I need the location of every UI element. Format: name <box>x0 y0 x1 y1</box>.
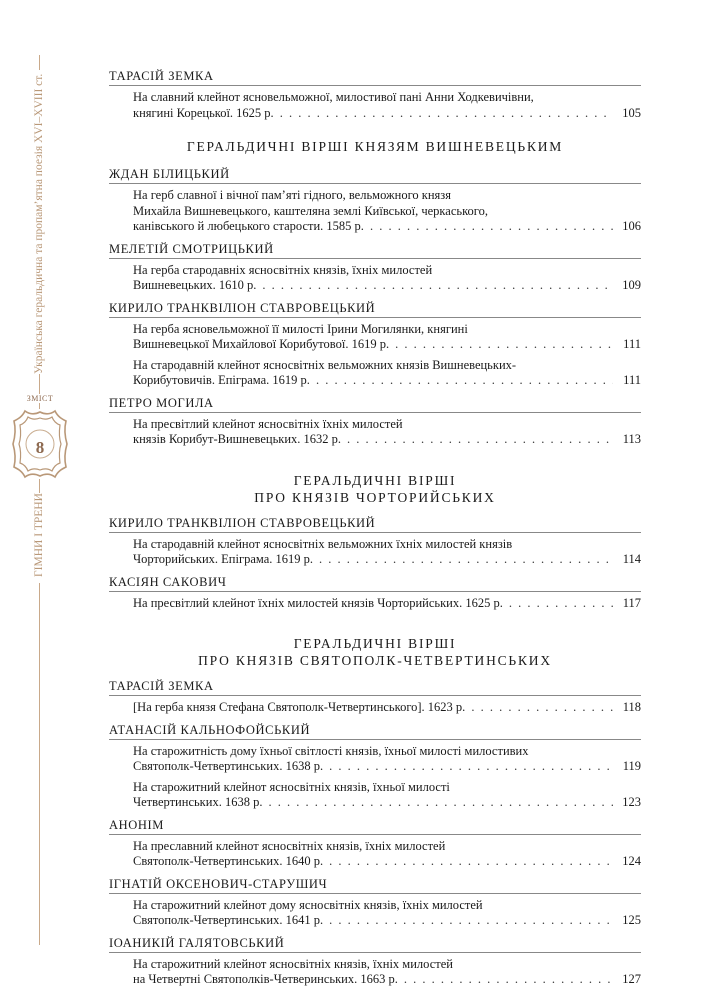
entry-last-line <box>133 700 641 716</box>
entry-title-line: На стародавній клейнот ясносвітніх вельможних їхніх милостей князів <box>133 536 513 551</box>
entry-title-line: княгині Корецької. 1625 р. <box>133 105 274 120</box>
toc-entry[interactable] <box>133 898 641 929</box>
entry-page-number: 124 <box>622 854 641 868</box>
entry-last-line <box>133 795 641 811</box>
author-heading: МЕЛЕТІЙ СМОТРИЦЬКИЙ <box>109 241 274 256</box>
author-rule <box>109 739 641 740</box>
entry-page-number: 125 <box>622 913 641 927</box>
section-heading <box>109 635 641 669</box>
author-rule <box>109 695 641 696</box>
section-heading-line: ПРО КНЯЗІВ ЧОРТОРИЙСЬКИХ <box>254 489 496 505</box>
dot-leader <box>319 552 613 568</box>
author-rule <box>109 591 641 592</box>
toc-entry[interactable] <box>133 358 641 389</box>
author-rule <box>109 532 641 533</box>
entry-title-line: Вишневецької Михайлової Корибутової. 1619 р. <box>133 337 390 351</box>
entry-title-line: Михайла Вишневецького, каштеляна землі Київської, черкаського, <box>133 203 488 218</box>
entry-last-line <box>133 972 641 988</box>
author-rule <box>109 893 641 894</box>
entry-title-line: На пресвітлий клейнот їхніх милостей князів Чорторийських. 1625 р. <box>133 595 503 610</box>
author-heading: ІОАНИКІЙ ГАЛЯТОВСЬКИЙ <box>109 935 285 950</box>
entry-page-number: 127 <box>622 972 641 986</box>
toc-entry[interactable] <box>133 90 641 121</box>
entry-title-line: Корибутовичів. Епіграма. 1619 р. <box>133 373 310 387</box>
author-rule <box>109 317 641 318</box>
volume-title: ГІМНИ І ТРЕНИ <box>28 493 50 583</box>
author-heading: ТАРАСІЙ ЗЕМКА <box>109 69 214 83</box>
entry-last-line <box>133 432 641 448</box>
dot-leader <box>404 972 613 988</box>
dot-leader <box>347 432 613 448</box>
entry-title-line: На старожитний клейнот дому ясносвітніх князів, їхніх милостей <box>133 897 483 912</box>
entry-last-line <box>133 596 641 612</box>
entry-last-line <box>133 278 641 294</box>
toc-entry[interactable] <box>133 744 641 775</box>
entry-last-line <box>133 219 641 235</box>
author-rule <box>109 952 641 953</box>
author-heading: ПЕТРО МОГИЛА <box>109 395 214 410</box>
author-rule <box>109 258 641 259</box>
entry-title-line: На старожитний клейнот ясносвітніх князів, їхніх милостей <box>133 956 453 971</box>
dot-leader <box>316 373 613 389</box>
section-heading-line: ГЕРАЛЬДИЧНІ ВІРШІ КНЯЗЯМ ВИШНЕВЕЦЬКИМ <box>186 139 564 154</box>
entry-last-line <box>133 854 641 870</box>
entry-title-line: На старожитність дому їхньої світлості князів, їхньої милості милостивих <box>133 743 529 758</box>
page-number: 8 <box>35 438 45 457</box>
entry-title-line: На герб славної і вічної пам’яті гідного, вельможного князя <box>133 188 451 202</box>
entry-title-line: Святополк-Четвертинських. 1641 р. <box>133 913 324 927</box>
entry-page-number: 119 <box>622 759 641 773</box>
dot-leader <box>329 854 613 870</box>
dot-leader <box>395 337 613 353</box>
dot-leader <box>268 795 613 811</box>
toc-entry[interactable] <box>133 957 641 988</box>
entry-title-line: князів Корибут-Вишневецьких. 1632 р. <box>133 432 342 446</box>
entry-page-number: 111 <box>623 373 641 387</box>
entry-title-line: На пресвітлий клейнот ясносвітніх їхніх милостей <box>133 416 403 431</box>
entry-title-line: [На герба князя Стефана Святополк-Четвертинського]. 1623 р. <box>133 700 466 714</box>
section-heading <box>109 472 641 506</box>
section-label: ЗМІСТ <box>20 394 60 403</box>
author-heading: КАСІЯН САКОВИЧ <box>109 574 227 589</box>
author-rule <box>109 85 641 86</box>
section-heading-line: ГЕРАЛЬДИЧНІ ВІРШІ <box>293 472 457 488</box>
entry-page-number: 111 <box>623 337 641 351</box>
entry-last-line <box>133 759 641 775</box>
author-heading: ІГНАТІЙ ОКСЕНОВИЧ-СТАРУШИЧ <box>109 876 328 891</box>
entry-page-number: 106 <box>622 219 641 233</box>
entry-title-line: На старожитний клейнот ясносвітніх князів, їхньої милості <box>133 779 450 794</box>
section-heading <box>109 138 641 155</box>
author-rule <box>109 412 641 413</box>
author-rule <box>109 834 641 835</box>
dot-leader <box>370 219 613 235</box>
entry-page-number: 109 <box>622 278 641 292</box>
series-title: Українська геральдична та пропам’ятна поезія XVI–XVIII ст. <box>28 70 50 374</box>
entry-title-line: Святополк-Четвертинських. 1638 р. <box>133 759 324 773</box>
entry-page-number: 105 <box>622 105 641 120</box>
entry-title-line: Вишневецьких. 1610 р. <box>133 278 257 292</box>
section-heading-line: ГЕРАЛЬДИЧНІ ВІРШІ <box>293 636 457 651</box>
author-heading: ТАРАСІЙ ЗЕМКА <box>109 679 214 693</box>
dot-leader <box>509 596 613 612</box>
dot-leader <box>471 700 613 716</box>
entry-title-line: На преславний клейнот ясносвітніх князів, їхніх милостей <box>133 838 446 853</box>
toc-entry[interactable] <box>133 596 641 612</box>
entry-last-line <box>133 913 641 929</box>
author-heading: АНОНІМ <box>109 817 164 832</box>
author-rule <box>109 183 641 184</box>
entry-title-line: канівського й любецького старости. 1585 р. <box>133 219 364 233</box>
dot-leader <box>262 278 613 294</box>
entry-page-number: 123 <box>622 795 641 809</box>
toc-entry[interactable] <box>133 417 641 448</box>
toc-entry[interactable] <box>133 839 641 870</box>
author-heading: КИРИЛО ТРАНКВІЛІОН СТАВРОВЕЦЬКИЙ <box>109 515 376 530</box>
section-heading-line: ПРО КНЯЗІВ СВЯТОПОЛК-ЧЕТВЕРТИНСЬКИХ <box>198 653 552 668</box>
entry-title-line: Святополк-Четвертинських. 1640 р. <box>133 854 324 868</box>
entry-title-line: На герба ясновельможної її милості Ірини Могилянки, княгині <box>133 321 468 336</box>
toc-entry[interactable] <box>133 188 641 235</box>
entry-title-line: Чорторийських. Епіграма. 1619 р. <box>133 552 313 566</box>
entry-title-line: Четвертинських. 1638 р. <box>133 795 263 809</box>
toc-entry[interactable] <box>133 700 641 716</box>
toc-entry[interactable] <box>133 537 641 568</box>
entry-title-line: На герба стародавніх ясносвітніх князів, їхніх милостей <box>133 262 433 277</box>
entry-title-line: На стародавній клейнот ясносвітніх вельможних князів Вишневецьких- <box>133 357 517 372</box>
entry-last-line <box>133 373 641 389</box>
entry-page-number: 114 <box>622 552 641 566</box>
entry-page-number: 113 <box>622 432 641 446</box>
table-of-contents <box>109 64 641 993</box>
entry-last-line <box>133 106 641 122</box>
author-heading: ЖДАН БІЛИЦЬКИЙ <box>109 167 230 181</box>
dot-leader <box>329 759 613 775</box>
entry-last-line <box>133 337 641 353</box>
toc-entry[interactable] <box>133 322 641 353</box>
author-heading: КИРИЛО ТРАНКВІЛІОН СТАВРОВЕЦЬКИЙ <box>109 300 376 315</box>
dot-leader <box>280 106 613 122</box>
entry-last-line <box>133 552 641 568</box>
entry-page-number: 117 <box>622 595 641 610</box>
entry-page-number: 118 <box>622 700 641 714</box>
entry-title-line: На славний клейнот ясновельможної, милостивої пані Анни Ходкевичівни, <box>133 90 534 104</box>
author-heading: АТАНАСІЙ КАЛЬНОФОЙСЬКИЙ <box>109 722 311 737</box>
toc-entry[interactable] <box>133 263 641 294</box>
dot-leader <box>329 913 613 929</box>
entry-title-line: на Четвертні Святополків-Четверинських. 1663 р. <box>133 972 398 986</box>
toc-entry[interactable] <box>133 780 641 811</box>
